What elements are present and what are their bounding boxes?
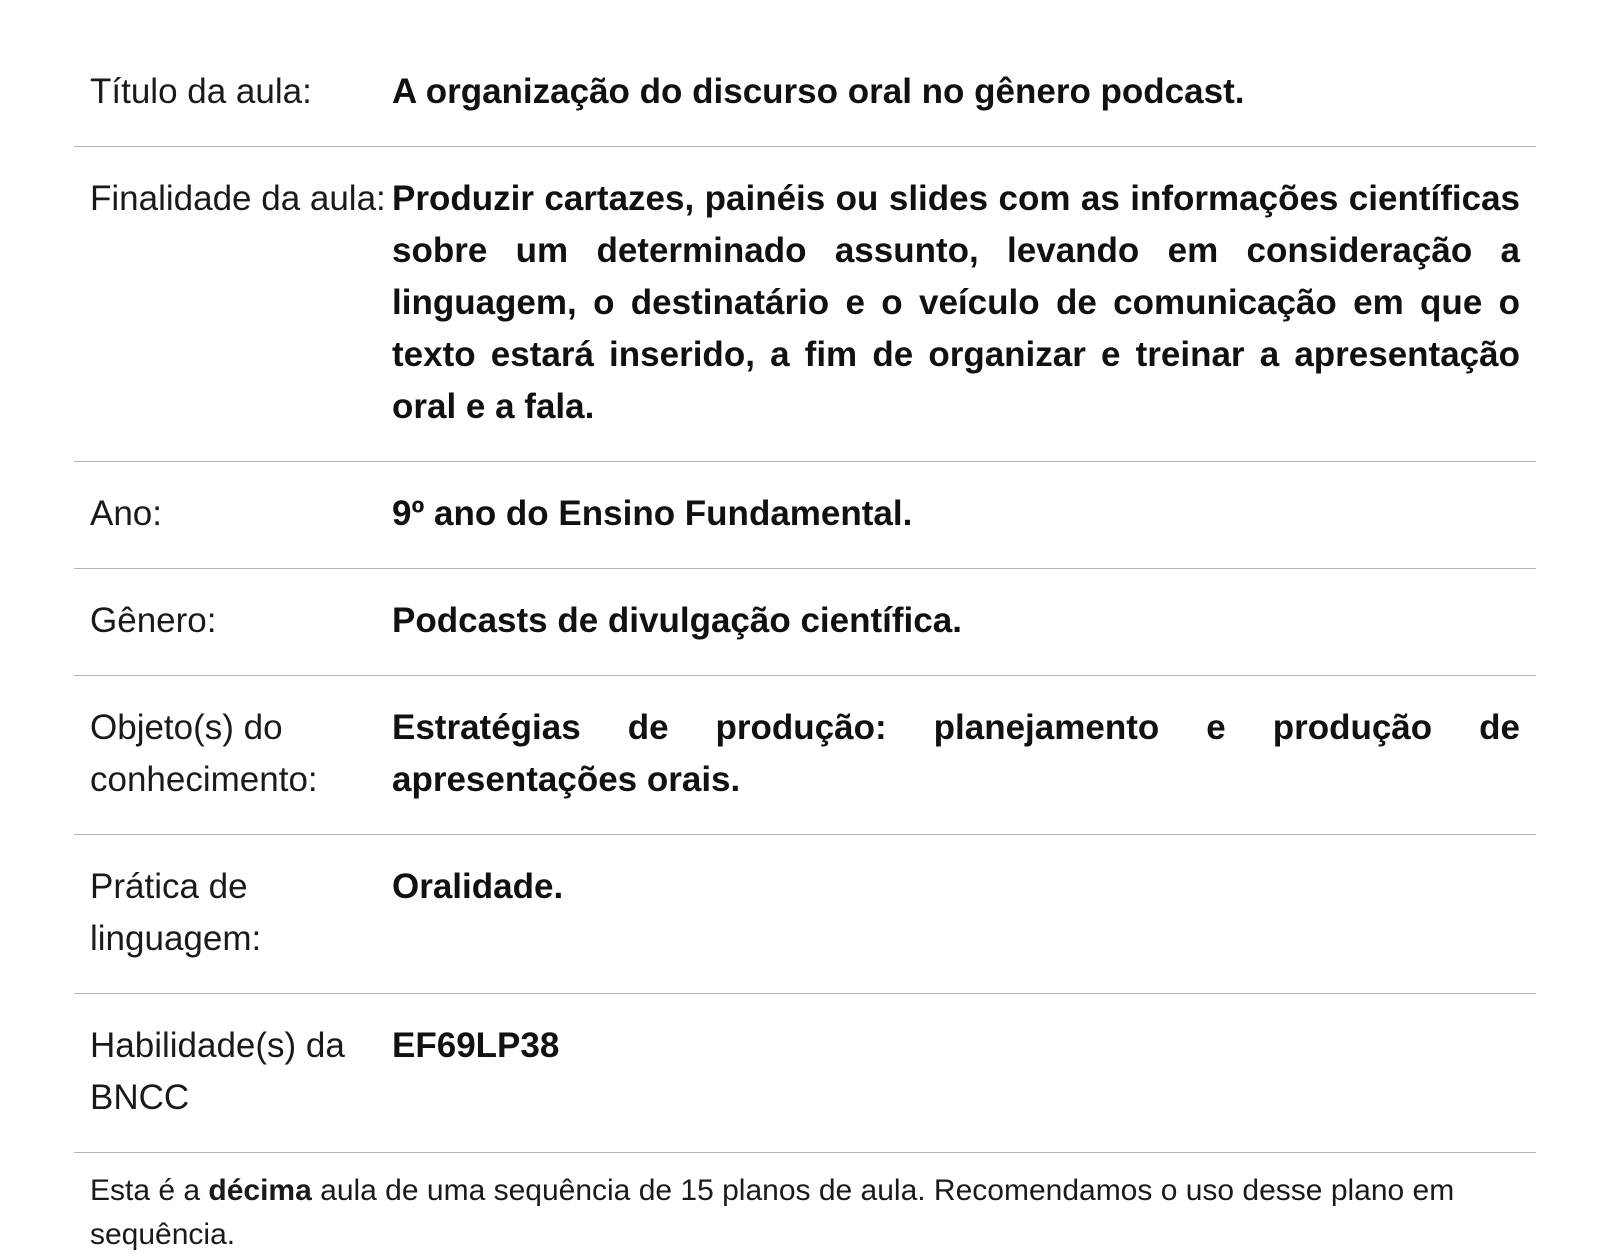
row-knowledge-object-value: Estratégias de produção: planejamento e produção de apresentações orais. [392, 708, 1520, 799]
row-bncc-skills-value: EF69LP38 [392, 1026, 560, 1065]
row-knowledge-object-label: Objeto(s) do conhecimento: [90, 708, 318, 799]
row-language-practice-label: Prática de linguagem: [90, 867, 262, 958]
row-bncc-skills-label: Habilidade(s) da BNCC [90, 1026, 345, 1117]
row-knowledge-object [74, 676, 1536, 835]
row-purpose-label: Finalidade da aula: [90, 179, 386, 218]
sequence-note-emphasis: décima [208, 1174, 312, 1207]
row-title-value: A organização do discurso oral no gênero podcast. [392, 72, 1245, 111]
row-genre-value: Podcasts de divulgação científica. [392, 601, 962, 640]
row-year [74, 462, 1536, 569]
lesson-plan-table [74, 40, 1536, 1257]
sequence-note-suffix: aula de uma sequência de 15 planos de aula. Recomendamos o uso desse plano em sequência. [90, 1174, 1455, 1251]
row-title-label: Título da aula: [90, 72, 312, 111]
sequence-note-prefix: Esta é a [90, 1174, 209, 1207]
row-year-value: 9º ano do Ensino Fundamental. [392, 494, 913, 533]
row-genre [74, 569, 1536, 676]
sequence-note [74, 1153, 1536, 1257]
row-language-practice-value: Oralidade. [392, 867, 564, 906]
row-purpose [74, 147, 1536, 462]
row-title [74, 40, 1536, 147]
row-year-label: Ano: [90, 494, 162, 533]
row-bncc-skills [74, 994, 1536, 1153]
row-purpose-value: Produzir cartazes, painéis ou slides com as informações científicas sobre um determinado assunto, levando em consideração a linguagem, o destinatário e o veículo de comunicação em que o texto estará inserido, a fim de organizar e treinar a apresentação oral e a fala. [392, 179, 1520, 426]
row-genre-label: Gênero: [90, 601, 217, 640]
row-language-practice [74, 835, 1536, 994]
